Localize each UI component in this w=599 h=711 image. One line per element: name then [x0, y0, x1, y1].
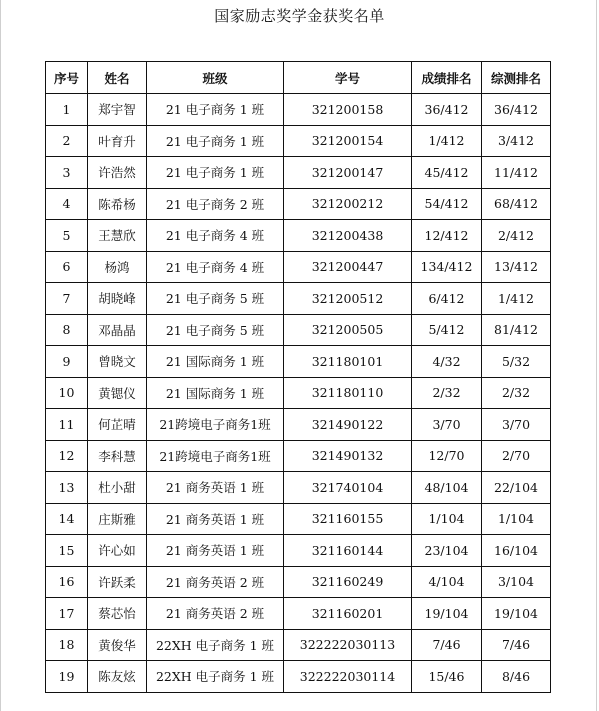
cell-no: 12 — [46, 440, 88, 472]
cell-grade-rank: 19/104 — [412, 598, 482, 630]
cell-student-id: 321200512 — [284, 283, 412, 315]
cell-grade-rank: 4/32 — [412, 346, 482, 378]
cell-no: 4 — [46, 188, 88, 220]
cell-class: 21 国际商务 1 班 — [147, 346, 284, 378]
header-class: 班级 — [147, 62, 284, 94]
cell-name: 许浩然 — [88, 157, 147, 189]
cell-class: 21 电子商务 4 班 — [147, 220, 284, 252]
cell-student-id: 322222030114 — [284, 661, 412, 693]
cell-grade-rank: 15/46 — [412, 661, 482, 693]
cell-class: 21 电子商务 5 班 — [147, 283, 284, 315]
cell-name: 叶育升 — [88, 125, 147, 157]
cell-class: 22XH 电子商务 1 班 — [147, 629, 284, 661]
cell-student-id: 321490122 — [284, 409, 412, 441]
cell-student-id: 321160144 — [284, 535, 412, 567]
cell-grade-rank: 1/412 — [412, 125, 482, 157]
cell-grade-rank: 12/412 — [412, 220, 482, 252]
cell-student-id: 321180110 — [284, 377, 412, 409]
header-no: 序号 — [46, 62, 88, 94]
cell-student-id: 321200147 — [284, 157, 412, 189]
cell-name: 杜小甜 — [88, 472, 147, 504]
cell-name: 邓晶晶 — [88, 314, 147, 346]
table-row — [46, 598, 551, 630]
cell-class: 21 国际商务 1 班 — [147, 377, 284, 409]
cell-no: 19 — [46, 661, 88, 693]
cell-overall-rank: 7/46 — [482, 629, 551, 661]
cell-class: 21 电子商务 2 班 — [147, 188, 284, 220]
table-row — [46, 125, 551, 157]
cell-overall-rank: 36/412 — [482, 94, 551, 126]
cell-student-id: 321160155 — [284, 503, 412, 535]
cell-class: 21 电子商务 1 班 — [147, 157, 284, 189]
cell-overall-rank: 3/412 — [482, 125, 551, 157]
cell-class: 21 商务英语 1 班 — [147, 472, 284, 504]
cell-name: 李科慧 — [88, 440, 147, 472]
table-row — [46, 472, 551, 504]
table-row — [46, 314, 551, 346]
cell-student-id: 321200447 — [284, 251, 412, 283]
cell-no: 18 — [46, 629, 88, 661]
table-row — [46, 661, 551, 693]
header-name: 姓名 — [88, 62, 147, 94]
cell-student-id: 321200505 — [284, 314, 412, 346]
cell-no: 9 — [46, 346, 88, 378]
cell-no: 15 — [46, 535, 88, 567]
header-grade-rank: 成绩排名 — [412, 62, 482, 94]
cell-name: 何芷晴 — [88, 409, 147, 441]
header-student-id: 学号 — [284, 62, 412, 94]
cell-no: 3 — [46, 157, 88, 189]
cell-overall-rank: 22/104 — [482, 472, 551, 504]
cell-grade-rank: 134/412 — [412, 251, 482, 283]
cell-no: 2 — [46, 125, 88, 157]
cell-student-id: 322222030113 — [284, 629, 412, 661]
cell-overall-rank: 11/412 — [482, 157, 551, 189]
table-header-row — [46, 62, 551, 94]
cell-student-id: 321160249 — [284, 566, 412, 598]
cell-overall-rank: 3/70 — [482, 409, 551, 441]
cell-name: 庄斯雅 — [88, 503, 147, 535]
cell-name: 许心如 — [88, 535, 147, 567]
cell-student-id: 321740104 — [284, 472, 412, 504]
cell-overall-rank: 68/412 — [482, 188, 551, 220]
cell-class: 21 电子商务 1 班 — [147, 94, 284, 126]
cell-name: 胡晓峰 — [88, 283, 147, 315]
table-row — [46, 251, 551, 283]
cell-name: 曾晓文 — [88, 346, 147, 378]
cell-overall-rank: 1/104 — [482, 503, 551, 535]
cell-grade-rank: 12/70 — [412, 440, 482, 472]
cell-overall-rank: 19/104 — [482, 598, 551, 630]
cell-name: 许跃柔 — [88, 566, 147, 598]
cell-grade-rank: 3/70 — [412, 409, 482, 441]
cell-class: 21 商务英语 2 班 — [147, 566, 284, 598]
cell-grade-rank: 7/46 — [412, 629, 482, 661]
table-row — [46, 440, 551, 472]
table-row — [46, 188, 551, 220]
table-row — [46, 409, 551, 441]
cell-no: 13 — [46, 472, 88, 504]
cell-overall-rank: 5/32 — [482, 346, 551, 378]
cell-name: 陈希杨 — [88, 188, 147, 220]
table-body — [46, 94, 551, 693]
cell-student-id: 321200212 — [284, 188, 412, 220]
table-row — [46, 346, 551, 378]
cell-overall-rank: 2/412 — [482, 220, 551, 252]
table-row — [46, 566, 551, 598]
cell-name: 郑宇智 — [88, 94, 147, 126]
cell-class: 21跨境电子商务1班 — [147, 409, 284, 441]
cell-student-id: 321490132 — [284, 440, 412, 472]
cell-overall-rank: 8/46 — [482, 661, 551, 693]
cell-grade-rank: 48/104 — [412, 472, 482, 504]
cell-name: 黄锶仪 — [88, 377, 147, 409]
cell-overall-rank: 16/104 — [482, 535, 551, 567]
cell-name: 蔡芯怡 — [88, 598, 147, 630]
cell-no: 10 — [46, 377, 88, 409]
cell-overall-rank: 13/412 — [482, 251, 551, 283]
cell-no: 5 — [46, 220, 88, 252]
cell-grade-rank: 1/104 — [412, 503, 482, 535]
cell-grade-rank: 36/412 — [412, 94, 482, 126]
header-overall-rank: 综测排名 — [482, 62, 551, 94]
cell-class: 21跨境电子商务1班 — [147, 440, 284, 472]
table-row — [46, 283, 551, 315]
table-row — [46, 377, 551, 409]
document-title: 国家励志奖学金获奖名单 — [214, 7, 385, 25]
cell-grade-rank: 5/412 — [412, 314, 482, 346]
cell-name: 杨鸿 — [88, 251, 147, 283]
table-row — [46, 535, 551, 567]
table-row — [46, 157, 551, 189]
cell-no: 1 — [46, 94, 88, 126]
cell-class: 21 商务英语 1 班 — [147, 535, 284, 567]
cell-student-id: 321160201 — [284, 598, 412, 630]
table-row — [46, 629, 551, 661]
cell-overall-rank: 3/104 — [482, 566, 551, 598]
cell-overall-rank: 2/32 — [482, 377, 551, 409]
table-row — [46, 94, 551, 126]
cell-grade-rank: 2/32 — [412, 377, 482, 409]
cell-student-id: 321180101 — [284, 346, 412, 378]
award-table — [45, 61, 551, 693]
cell-class: 21 电子商务 4 班 — [147, 251, 284, 283]
cell-grade-rank: 54/412 — [412, 188, 482, 220]
table-row — [46, 220, 551, 252]
cell-class: 21 商务英语 1 班 — [147, 503, 284, 535]
cell-no: 11 — [46, 409, 88, 441]
table-row — [46, 503, 551, 535]
cell-grade-rank: 45/412 — [412, 157, 482, 189]
cell-no: 17 — [46, 598, 88, 630]
cell-grade-rank: 6/412 — [412, 283, 482, 315]
cell-no: 16 — [46, 566, 88, 598]
cell-overall-rank: 1/412 — [482, 283, 551, 315]
cell-overall-rank: 2/70 — [482, 440, 551, 472]
cell-grade-rank: 23/104 — [412, 535, 482, 567]
cell-student-id: 321200438 — [284, 220, 412, 252]
cell-overall-rank: 81/412 — [482, 314, 551, 346]
cell-name: 黄俊华 — [88, 629, 147, 661]
cell-class: 21 商务英语 2 班 — [147, 598, 284, 630]
cell-no: 14 — [46, 503, 88, 535]
cell-name: 王慧欣 — [88, 220, 147, 252]
cell-no: 7 — [46, 283, 88, 315]
cell-grade-rank: 4/104 — [412, 566, 482, 598]
cell-no: 6 — [46, 251, 88, 283]
cell-student-id: 321200154 — [284, 125, 412, 157]
cell-name: 陈友炫 — [88, 661, 147, 693]
cell-student-id: 321200158 — [284, 94, 412, 126]
cell-class: 21 电子商务 1 班 — [147, 125, 284, 157]
cell-no: 8 — [46, 314, 88, 346]
cell-class: 22XH 电子商务 1 班 — [147, 661, 284, 693]
cell-class: 21 电子商务 5 班 — [147, 314, 284, 346]
